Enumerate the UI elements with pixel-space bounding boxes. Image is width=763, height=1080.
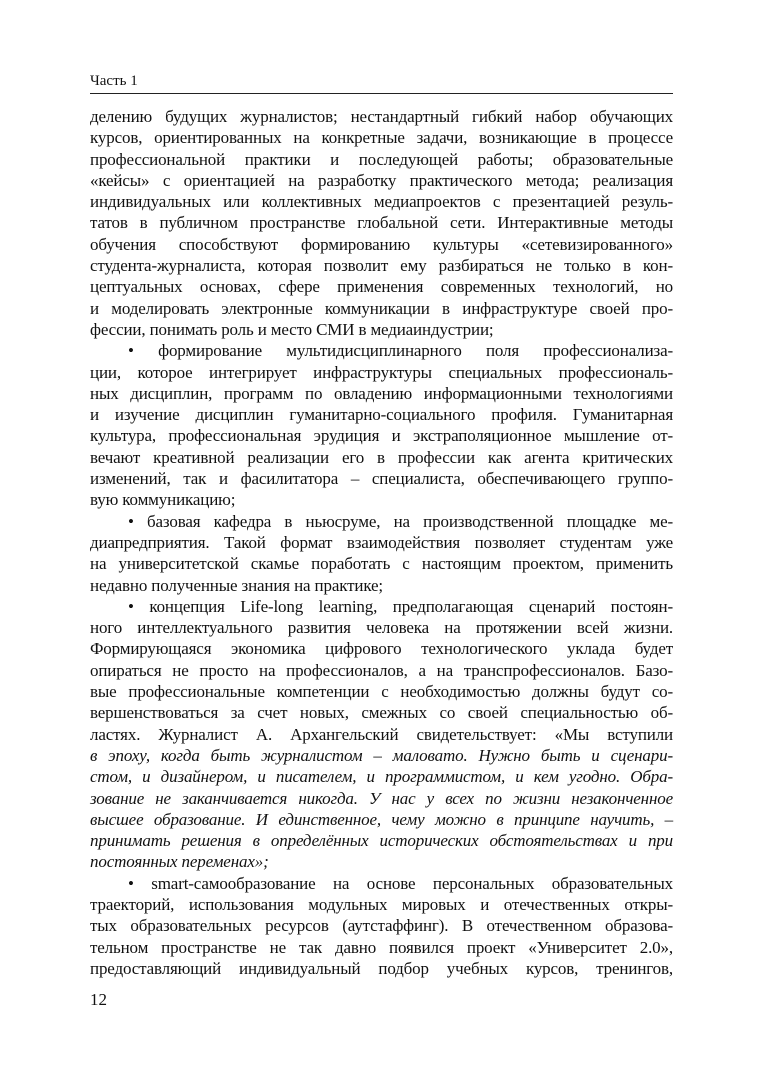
text-line: недавно полученные знания на практике; bbox=[90, 575, 383, 595]
text-line: опираться не просто на профессионалов, а на транспрофессионалов. Базо- bbox=[90, 660, 673, 680]
quote-line: зование не заканчивается никогда. У нас у всех по жизни незаконченное bbox=[90, 788, 673, 808]
body-text bbox=[90, 106, 673, 979]
bullet-line: • концепция Life-long learning, предполагающая сценарий постоян- bbox=[128, 596, 673, 616]
text-line: ции, которое интегрирует инфраструктуры специальных профессиональ- bbox=[90, 362, 673, 382]
text-line: делению будущих журналистов; нестандартный гибкий набор обучающих bbox=[90, 107, 673, 126]
text-line: и изучение дисциплин гуманитарно-социального профиля. Гуманитарная bbox=[90, 405, 673, 425]
text-line: цептуальных основах, сфере применения современных технологий, но bbox=[90, 277, 673, 297]
text-line: курсов, ориентированных на конкретные задачи, возникающие в процессе bbox=[90, 128, 673, 148]
page-number: 12 bbox=[90, 990, 107, 1009]
bullet-line: • базовая кафедра в ньюсруме, на производственной площадке ме- bbox=[128, 511, 673, 531]
text-line: профессиональной практики и последующей работы; образовательные bbox=[90, 149, 673, 169]
quote-line: в эпоху, когда быть журналистом – маловато. Нужно быть и сценари- bbox=[90, 745, 673, 765]
header-divider bbox=[90, 93, 673, 94]
text-line: на университетской скамье поработать с настоящим проектом, применить bbox=[90, 554, 673, 574]
text-line: обучения способствуют формированию культуры «сетевизированного» bbox=[90, 234, 673, 254]
text-line: тых образовательных ресурсов (аутстаффинг). В отечественном образова- bbox=[90, 916, 673, 936]
bullet-line: • формирование мультидисциплинарного поля профессионализа- bbox=[128, 341, 673, 361]
running-header: Часть 1 bbox=[90, 73, 138, 89]
text-line: предоставляющий индивидуальный подбор учебных курсов, тренингов, bbox=[90, 958, 673, 978]
text-line: «кейсы» с ориентацией на разработку практического метода; реализация bbox=[90, 170, 673, 190]
text-line: культура, профессиональная эрудиция и экстраполяционное мышление от- bbox=[90, 426, 673, 446]
text-line: студента-журналиста, которая позволит ему разбираться не только в кон- bbox=[90, 256, 673, 276]
text-line: диапредприятия. Такой формат взаимодействия позволяет студентам уже bbox=[90, 532, 673, 552]
text-line: вершенствоваться за счет новых, смежных со своей специальностью об- bbox=[90, 703, 673, 723]
text-line: вую коммуникацию; bbox=[90, 490, 236, 510]
quote-line: постоянных переменах»; bbox=[90, 852, 269, 872]
text-line: изменений, так и фасилитатора – специалиста, обеспечивающего группо- bbox=[90, 469, 673, 489]
text-line: фессии, понимать роль и место СМИ в медиаиндустрии; bbox=[90, 319, 494, 339]
text-line: и моделировать электронные коммуникации в инфраструктуре своей про- bbox=[90, 298, 673, 318]
text-line: татов в публичном пространстве глобальной сети. Интерактивные методы bbox=[90, 213, 673, 233]
quote-line: принимать решения в определённых исторических обстоятельствах и при bbox=[90, 831, 673, 851]
text-line: ных дисциплин, программ по овладению информационными технологиями bbox=[90, 383, 673, 403]
text-line: траекторий, использования модульных мировых и отечественных откры- bbox=[90, 894, 673, 914]
text-line: вые профессиональные компетенции с необходимостью должны будут со- bbox=[90, 682, 673, 702]
text-line: ного интеллектуального развития человека на протяжении всей жизни. bbox=[90, 618, 673, 638]
text-line: тельном пространстве не так давно появился проект «Университет 2.0», bbox=[90, 937, 673, 957]
text-line: ластях. Журналист А. Архангельский свидетельствует: «Мы вступили bbox=[90, 724, 673, 744]
bullet-line: • smart-самообразование на основе персональных образовательных bbox=[128, 873, 673, 893]
quote-line: высшее образование. И единственное, чему можно в принципе научить, – bbox=[90, 809, 673, 829]
text-line: индивидуальных или коллективных медиапроектов с презентацией резуль- bbox=[90, 192, 673, 212]
text-line: Формирующаяся экономика цифрового технологического уклада будет bbox=[90, 639, 673, 659]
text-line: вечают креативной реализации его в профессии как агента критических bbox=[90, 447, 673, 467]
quote-line: стом, и дизайнером, и писателем, и программистом, и кем угодно. Обра- bbox=[90, 767, 673, 787]
